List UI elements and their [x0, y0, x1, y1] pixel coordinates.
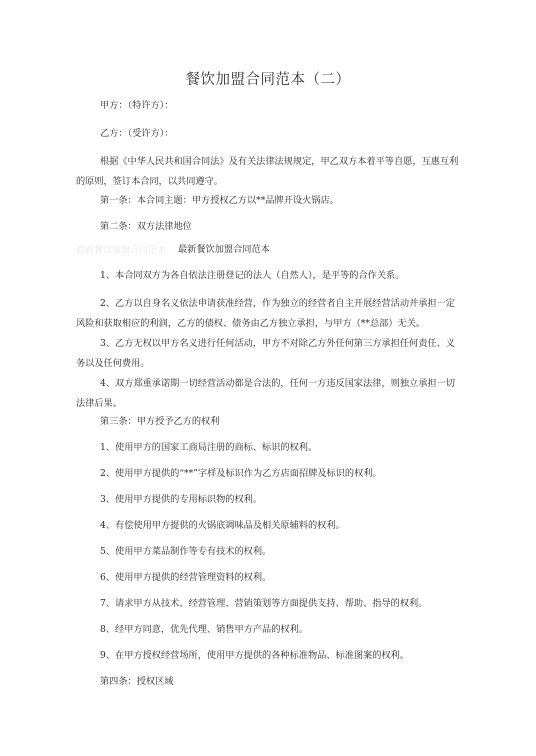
party-a-line: 甲方：（特许方）： [100, 100, 174, 111]
article-2-item: 3、乙方无权以甲方名义进行任何活动，甲方不对除乙方外任何第三方承担任何责任、义务以及任何费用。 [76, 338, 455, 369]
article-3-item: 5、使用甲方菜品制作等专有技术的权利。 [100, 546, 272, 557]
article-4-heading: 第四条：授权区域 [100, 676, 174, 687]
article-2-item: 2、乙方以自身名义依法申请获准经营，作为独立的经营者自主开展经营活动并承担一定风险和获取相应的利润，乙方的债权、债务由乙方独立承担，与甲方（**总部）无关。 [76, 298, 455, 329]
article-3-item: 9、在甲方授权经营场所，使用甲方提供的各种标准物品、标准图案的权利。 [100, 650, 410, 661]
watermark-text: 最新餐饮加盟合同范本 [76, 246, 167, 256]
document-title: 餐饮加盟合同范本（二） [185, 72, 351, 88]
party-b-line: 乙方：（受许方）： [100, 128, 174, 139]
document-subtitle: 最新餐饮加盟合同范本 [178, 244, 270, 255]
article-3-item: 6、使用甲方提供的经营管理资料的权利。 [100, 572, 272, 583]
article-3-item: 1、使用甲方的国家工商局注册的商标、标识的权利。 [100, 442, 318, 453]
article-3-item: 8、经甲方同意，优先代理、销售甲方产品的权利。 [100, 624, 308, 635]
article-2-item: 4、双方郑重承诺期一切经营活动都是合法的，任何一方违反国家法律，则独立承担一切法律后果。 [76, 378, 455, 409]
article-3-item: 3、使用甲方提供的专用标识物的权利。 [100, 494, 263, 505]
article-3-heading: 第三条：甲方授予乙方的权利 [100, 416, 220, 427]
article-3-item: 7、请求甲方从技术、经营管理、营销策划等方面提供支持、帮助、指导的权利。 [100, 598, 428, 609]
preamble-paragraph: 根据《中华人民共和国合同法》及有关法律法规规定，甲乙双方本着平等自愿，互惠互利的原则，签订本合同，以共同遵守。 [76, 156, 459, 187]
article-2-heading: 第二条：双方法律地位 [100, 221, 192, 232]
article-1: 第一条：本合同主题：甲方授权乙方以**品牌开设火锅店。 [100, 195, 339, 206]
article-3-item: 2、使用甲方提供的“**”字样及标识作为乙方店面招牌及标识的权利。 [100, 468, 382, 479]
article-3-item: 4、有偿使用甲方提供的火锅底调味品及相关原辅料的权利。 [100, 520, 345, 531]
article-2-item: 1、本合同双方为各自依法注册登记的法人（自然人），是平等的合作关系。 [100, 270, 405, 281]
